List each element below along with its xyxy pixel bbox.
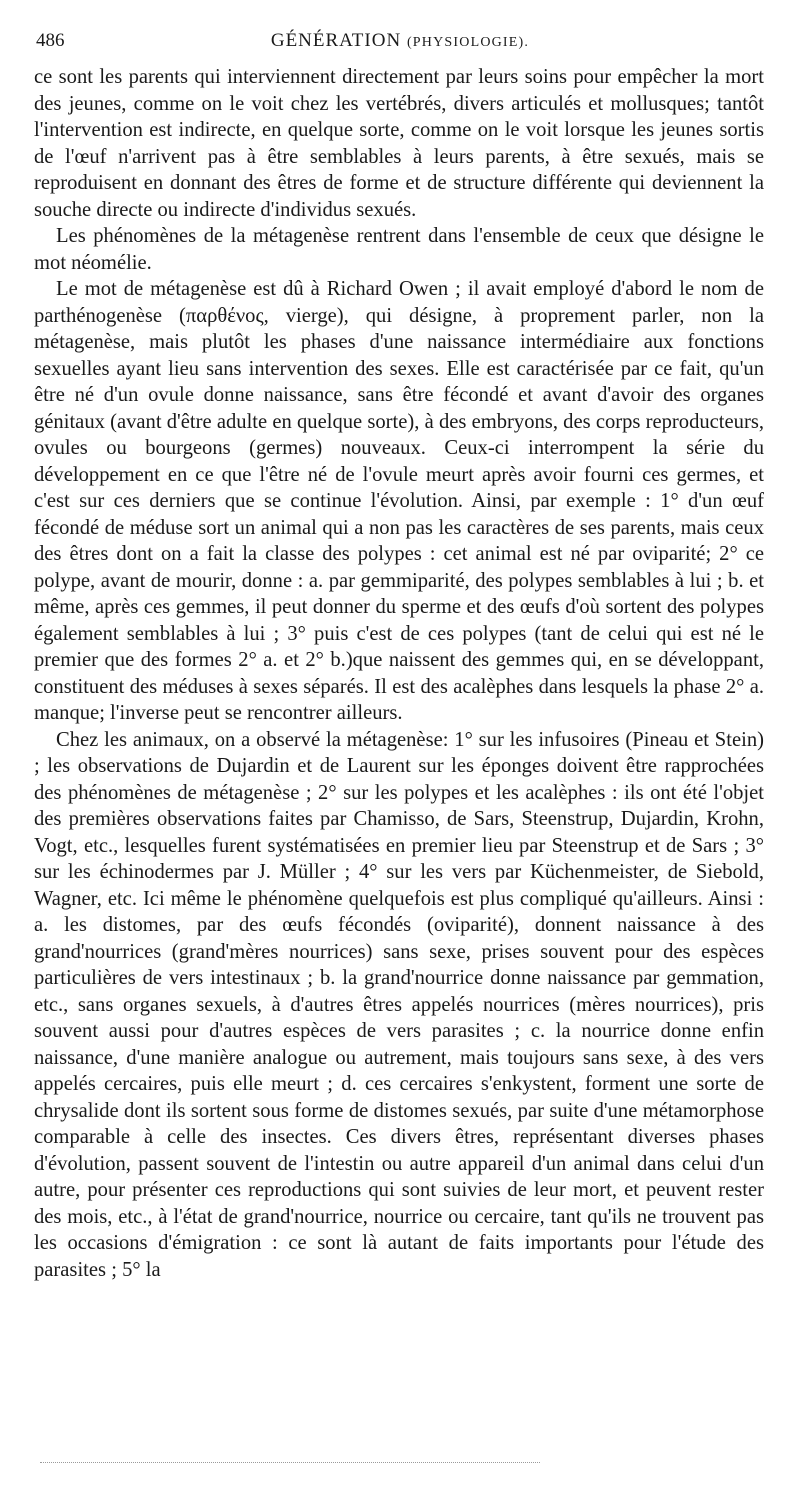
footer-rule [40, 1462, 540, 1463]
body-text [34, 64, 764, 1283]
page-number: 486 [36, 30, 65, 51]
running-title-main: GÉNÉRATION [270, 30, 402, 51]
paragraph-2: Les phénomènes de la métagenèse rentrent dans l'ensemble de ceux que désigne le mot néomélie. [34, 225, 764, 274]
paragraph-1: ce sont les parents qui interviennent directement par leurs soins pour empêcher la mort des jeunes, comme on le voit chez les vertébrés, divers articulés et mollusques; tantôt l'intervention est indirecte, en quelque sorte, comme on le voit lorsque les jeunes sortis de l'œuf n'arrivent pas à être semblables à leurs parents, à être sexués, mais se reproduisent en donnant des êtres de forme et de structure différente qui deviennent la souche directe ou indirecte d'individus sexués. [34, 66, 764, 221]
running-header [36, 30, 764, 58]
paragraph-3: Le mot de métagenèse est dû à Richard Owen ; il avait employé d'abord le nom de parthénogenèse (παρθένος, vierge), qui désigne, à proprement parler, non la métagenèse, mais plutôt les phases d'une naissance intermédiaire aux fonctions sexuelles ayant lieu sans intervention des sexes. Elle est caractérisée par ce fait, qu'un être né d'un ovule donne naissance, sans être fécondé et avant d'avoir des organes génitaux (avant d'être adulte en quelque sorte), à des embryons, des corps reproducteurs, ovules ou bourgeons (germes) nouveaux. Ceux-ci interrompent la série du développement en ce que l'être né de l'ovule meurt après avoir fourni ces germes, et c'est sur ces derniers que se continue l'évolution. Ainsi, par exemple : 1° d'un œuf fécondé de méduse sort un animal qui a non pas les caractères de ses parents, mais ceux des êtres dont on a fait la classe des polypes : cet animal est né par oviparité; 2° ce polype, avant de mourir, donne : a. par gemmiparité, des polypes semblables à lui ; b. et même, après ces gemmes, il peut donner du sperme et des œufs d'où sortent des polypes également semblables à lui ; 3° puis c'est de ces polypes (tant de celui qui est né le premier que des formes 2° a. et 2° b.)que naissent des gemmes qui, en se développant, constituent des méduses à sexes séparés. Il est des acalèphes dans lesquels la phase 2° a. manque; l'inverse peut se rencontrer ailleurs. [34, 278, 764, 724]
running-title [36, 30, 764, 52]
paragraph-4: Chez les animaux, on a observé la métagenèse: 1° sur les infusoires (Pineau et Stein) ; les observations de Dujardin et de Laurent sur les éponges doivent être rapprochées des phénomènes de métagenèse ; 2° sur les polypes et les acalèphes : ils ont été l'objet des premières observations faites par Chamisso, de Sars, Steenstrup, Dujardin, Krohn, Vogt, etc., lesquelles furent systématisées en premier lieu par Steenstrup et de Sars ; 3° sur les échinodermes par J. Müller ; 4° sur les vers par Küchenmeister, de Siebold, Wagner, etc. Ici même le phénomène quelquefois est plus compliqué qu'ailleurs. Ainsi : a. les distomes, par des œufs fécondés (oviparité), donnent naissance à des grand'nourrices (grand'mères nourrices) sans sexe, prises souvent pour des espèces particulières de vers intestinaux ; b. la grand'nourrice donne naissance par gemmation, etc., sans organes sexuels, à d'autres êtres appelés nourrices (mères nourrices), pris souvent aussi pour d'autres espèces de vers parasites ; c. la nourrice donne enfin naissance, d'une manière analogue ou autrement, mais toujours sans sexe, à des vers appelés cercaires, puis elle meurt ; d. ces cercaires s'enkystent, forment une sorte de chrysalide dont ils sortent sous forme de distomes sexués, par suite d'une métamorphose comparable à celle des insectes. Ces divers êtres, représentant diverses phases d'évolution, passent souvent de l'intestin ou autre appareil d'un animal dans celui d'un autre, pour présenter ces reproductions qui sont suivies de leur mort, et peuvent rester des mois, etc., à l'état de grand'nourrice, nourrice ou cercaire, tant qu'ils ne trouvent pas les occasions d'émigration : ce sont là autant de faits importants pour l'étude des parasites ; 5° la [34, 728, 764, 1281]
running-title-subtitle: (PHYSIOLOGIE). [406, 35, 530, 50]
